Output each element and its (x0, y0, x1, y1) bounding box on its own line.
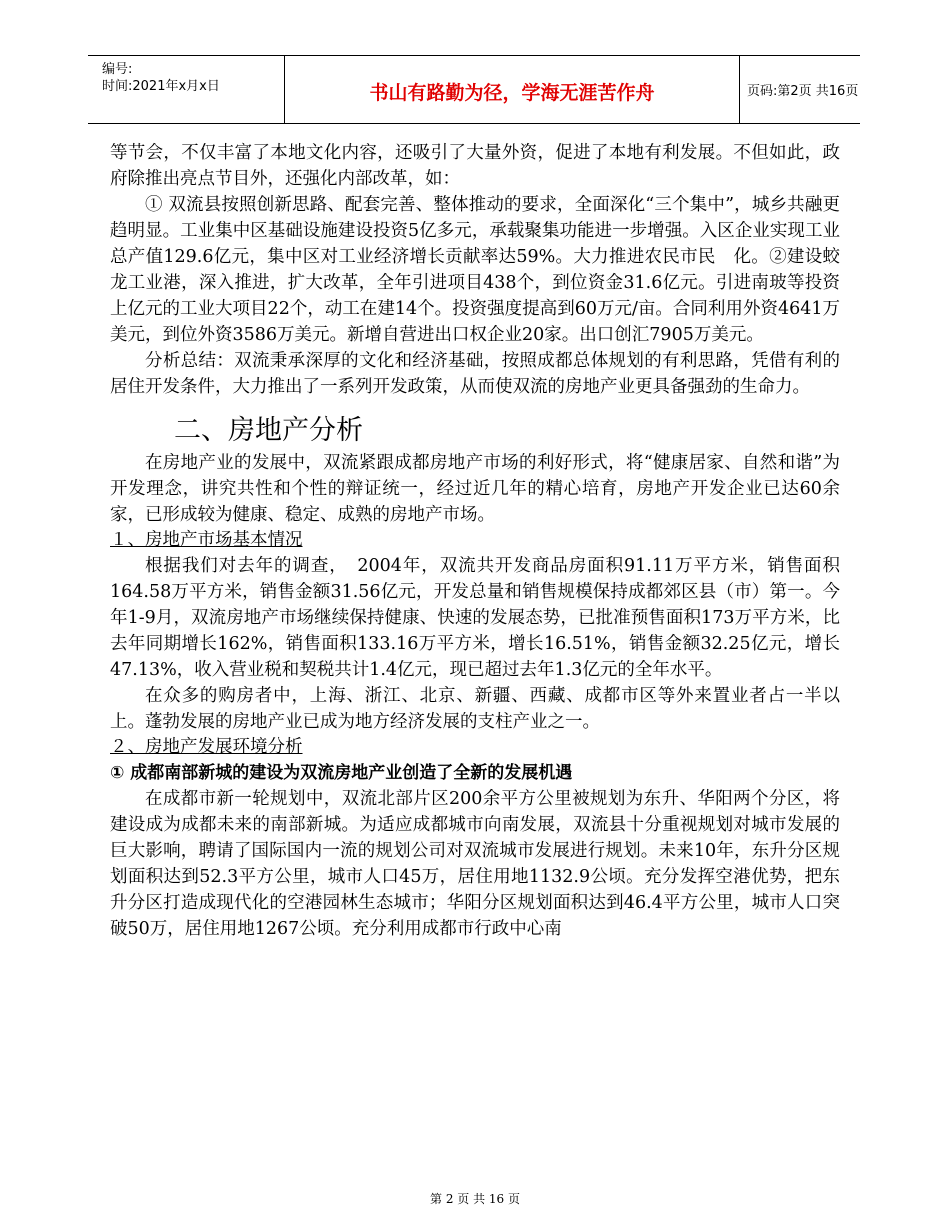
paragraph-continued: 等节会，不仅丰富了本地文化内容，还吸引了大量外资，促进了本地有利发展。不但如此，政府除推出亮点节目外，还强化内部改革，如： (110, 143, 840, 189)
document-number-label: 编号: (102, 62, 133, 77)
header-motto-cell (284, 56, 740, 123)
paragraph-real-estate-intro: 在房地产业的发展中，双流紧跟成都房地产市场的利好形式，将“健康居家、自然和谐”为开发理念，讲究共性和个性的辩证统一，经过近几年的精心培育，房地产开发企业已达60余家，已形成较为健康、稳定、成熟的房地产市场。 (110, 453, 840, 525)
header-page-info: 页码:第2页 共16页 (747, 84, 859, 99)
header-page-cell (739, 56, 860, 123)
paragraph-summary: 分析总结：双流秉承深厚的文化和经济基础，按照成都总体规划的有利思路，凭借有利的居住开发条件，大力推出了一系列开发政策，从而使双流的房地产业更具备强劲的生命力。 (110, 351, 840, 397)
page-footer: 第 2 页 共 16 页 (430, 1192, 520, 1206)
document-body (110, 140, 840, 942)
document-time-label: 时间:2021年x月x日 (102, 79, 220, 94)
header-motto: 书山有路勤为径，学海无涯苦作舟 (369, 82, 655, 104)
bold-point-heading: ① 成都南部新城的建设为双流房地产业创造了全新的发展机遇 (110, 763, 573, 783)
paragraph-new-city-planning: 在成都市新一轮规划中，双流北部片区200余平方公里被规划为东升、华阳两个分区，将建设成为成都未来的南部新城。为适应成都城市向南发展，双流县十分重视规划对城市发展的巨大影响，聘请了国际国内一流的规划公司对双流城市发展进行规划。未来10年，东升分区规划面积达到52.3平方公里，城市人口45万，居住用地1132.9公顷。充分发挥空港优势，把东升分区打造成现代化的空港园林生态城市；华阳分区规划面积达到46.4平方公里，城市人口突破50万，居住用地1267公顷。充分利用成都市行政中心南 (110, 789, 840, 939)
page-header (88, 55, 860, 124)
subheading-market-overview: １、房地产市场基本情况 (110, 530, 303, 550)
header-meta-cell (88, 56, 284, 123)
paragraph-reform-list: ① 双流县按照创新思路、配套完善、整体推动的要求，全面深化“三个集中”，城乡共融更趋明显。工业集中区基础设施建设投资5亿多元，承载聚集功能进一步增强。入区企业实现工业总产值129.6亿元，集中区对工业经济增长贡献率达59%。大力推进农民市民 化。②建设蛟龙工业港，深入推进，扩大改革，全年引进项目438个，到位资金31.6亿元。引进南玻等投资上亿元的工业大项目22个，动工在建14个。投资强度提高到60万元/亩。合同利用外资4641万美元，到位外资3586万美元。新增自营进出口权企业20家。出口创汇7905万美元。 (110, 195, 840, 345)
paragraph-buyers: 在众多的购房者中，上海、浙江、北京、新疆、西藏、成都市区等外来置业者占一半以上。蓬勃发展的房地产业已成为地方经济发展的支柱产业之一。 (110, 686, 840, 732)
section-heading: 二、房地产分析 (174, 415, 363, 446)
subheading-environment-analysis: ２、房地产发展环境分析 (110, 737, 303, 757)
paragraph-market-stats: 根据我们对去年的调查， 2004年，双流共开发商品房面积91.11万平方米，销售面积164.58万平方米，销售金额31.56亿元，开发总量和销售规模保持成都郊区县（市）第一。今年1-9月，双流房地产市场继续保持健康、快速的发展态势，已批准预售面积173万平方米，比去年同期增长162%，销售面积133.16万平方米，增长16.51%，销售金额32.25亿元，增长47.13%，收入营业税和契税共计1.4亿元，现已超过去年1.3亿元的全年水平。 (110, 556, 840, 680)
